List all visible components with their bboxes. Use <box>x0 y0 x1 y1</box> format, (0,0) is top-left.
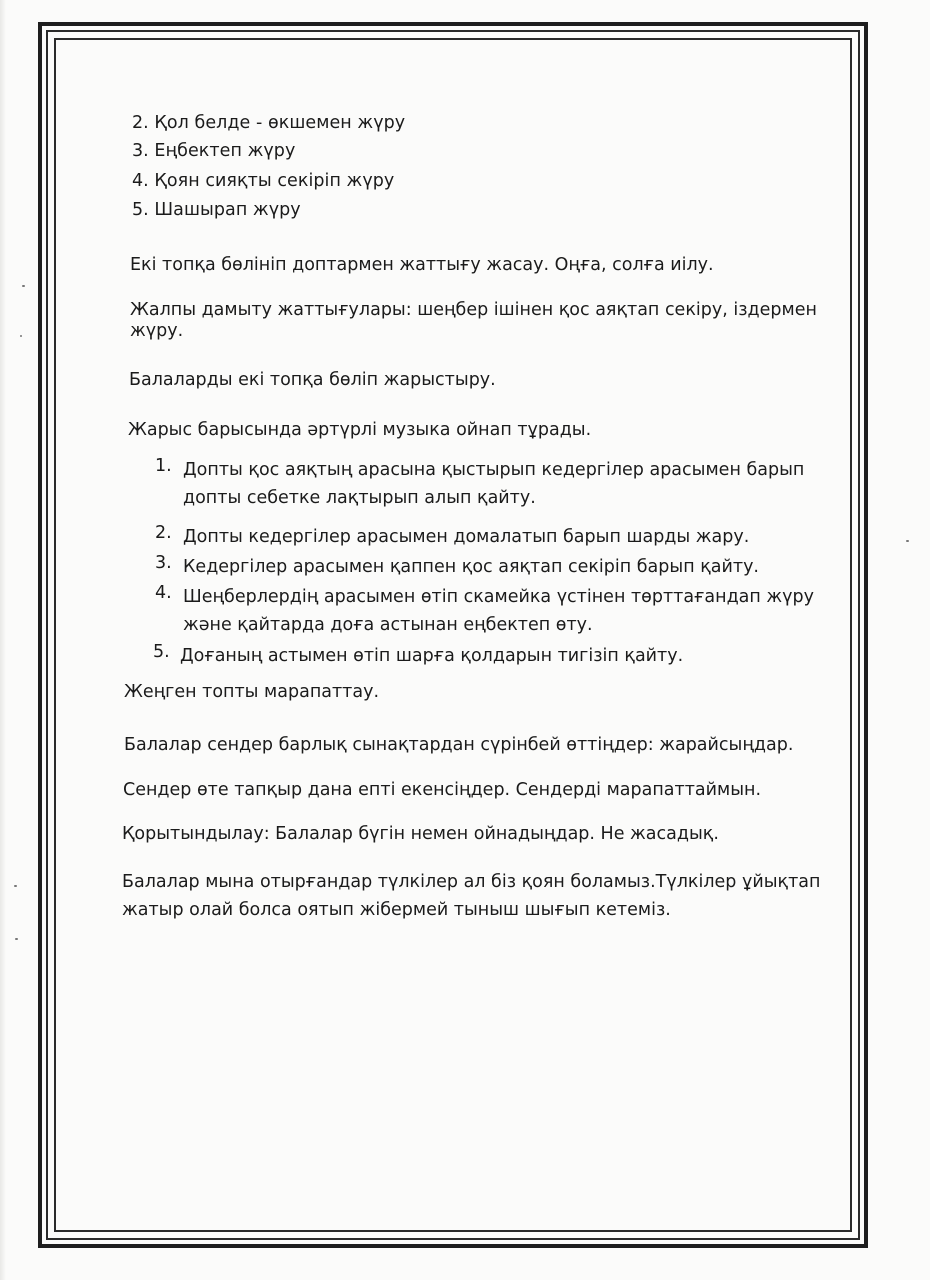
paragraph: Жарыс барысында әртүрлі музыка ойнап тұрады. <box>128 420 592 440</box>
paragraph: Балалар сендер барлық сынақтардан сүрінбей өттіңдер: жарайсыңдар. <box>124 735 794 755</box>
paragraph: Балаларды екі топқа бөліп жарыстыру. <box>129 370 496 390</box>
paragraph: Жеңген топты марапаттау. <box>124 682 380 702</box>
paragraph-line: жатыр олай болса оятып жібермей тыныш шығып кетеміз. <box>122 900 671 920</box>
paragraph-line: Жалпы дамыту жаттығулары: шеңбер ішінен қос аяқтап секіру, іздермен <box>130 300 817 320</box>
list-text: Қоян сияқты секіріп жүру <box>154 171 395 191</box>
paragraph: Сендер өте тапқыр дана епті екенсіңдер. Сендерді марапаттаймын. <box>123 780 762 800</box>
list-item <box>132 113 405 133</box>
list-number: 4. <box>132 171 149 191</box>
paragraph: Қорытындылау: Балалар бүгін немен ойнадыңдар. Не жасадық. <box>122 824 719 844</box>
list-number: 5. <box>153 642 170 662</box>
list-text-line: Допты қос аяқтың арасына қыстырып кедергілер арасымен барып <box>183 460 805 480</box>
list-number: 3. <box>132 141 149 161</box>
list-number: 4. <box>155 583 172 603</box>
list-number: 2. <box>155 523 172 543</box>
list-number: 3. <box>155 553 172 573</box>
paragraph: Екі топқа бөлініп доптармен жаттығу жасау. Оңға, солға иілу. <box>130 255 714 275</box>
list-item <box>132 141 295 161</box>
list-text-line: допты себетке лақтырып алып қайту. <box>183 488 536 508</box>
list-item <box>132 171 394 191</box>
paragraph-line: Балалар мына отырғандар түлкілер ал біз қоян боламыз.Түлкілер ұйықтап <box>122 872 821 892</box>
list-number: 2. <box>132 113 149 133</box>
list-item <box>132 200 301 220</box>
list-text-line: Допты кедергілер арасымен домалатып барып шарды жару. <box>183 527 750 547</box>
paragraph-line: жүру. <box>130 321 184 341</box>
list-text-line: Доғаның астымен өтіп шарға қолдарын тигізіп қайту. <box>180 646 684 666</box>
list-text-line: және қайтарда доға астынан еңбектеп өту. <box>183 615 593 635</box>
list-text-line: Кедергілер арасымен қаппен қос аяқтап секіріп барып қайту. <box>183 557 759 577</box>
list-text-line: Шеңберлердің арасымен өтіп скамейка үстінен төрттағандап жүру <box>183 587 814 607</box>
list-text: Шашырап жүру <box>154 200 301 220</box>
list-number: 5. <box>132 200 149 220</box>
list-text: Еңбектеп жүру <box>154 141 296 161</box>
list-number: 1. <box>155 456 172 476</box>
list-text: Қол белде - өкшемен жүру <box>154 113 406 133</box>
